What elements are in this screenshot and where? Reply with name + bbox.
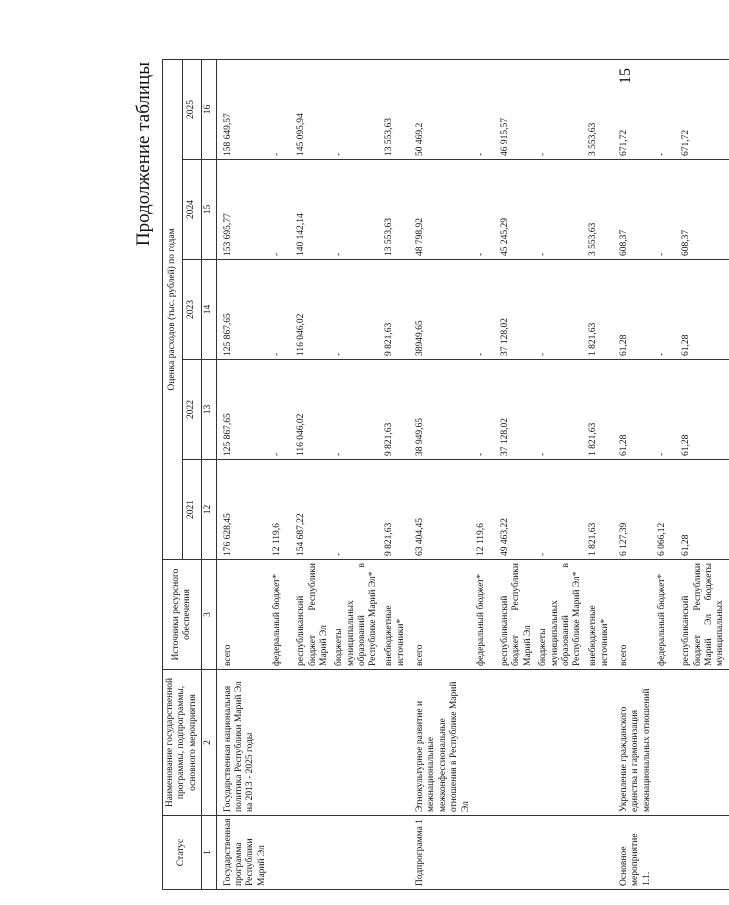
rotated-page-content [132,50,726,890]
value-cell: 1 821,63 [586,260,613,360]
value-cell: 116 046,02 [294,360,332,460]
value-cell: 153 695,77 [216,160,270,260]
status-cell: Основное мероприятие 1.1. [613,816,655,890]
value-cell: 37 128,02 [498,360,536,460]
value-cell: - [536,260,586,360]
value-cell: - [332,360,382,460]
value-cell: 154 687,22 [294,460,332,560]
value-cell: 12 119,6 [474,460,498,560]
value-cell: 608,37 [679,160,729,260]
program-name-cell: Государственная национальная политика Республики Марий Эл на 2013 - 2025 годы [216,670,270,816]
value-cell: 9 821,63 [382,360,409,460]
table-row [679,59,729,889]
status-cell [586,816,613,890]
value-cell: 12 119,6 [270,460,294,560]
funding-source-cell: всего [613,560,655,670]
value-cell: 3 553,63 [586,160,613,260]
value-cell: 38 949,65 [409,360,474,460]
header-estimate: Оценка расходов (тыс. рублей) по годам [163,59,183,559]
program-name-cell [270,670,294,816]
table-row [270,59,294,889]
status-cell [679,816,729,890]
value-cell: - [655,360,679,460]
value-cell: 140 142,14 [294,160,332,260]
status-cell [655,816,679,890]
program-name-cell [382,670,409,816]
program-name-cell [536,670,586,816]
value-cell: 61,28 [613,360,655,460]
status-cell [382,816,409,890]
value-cell: 1 821,63 [586,460,613,560]
header-name: Наименование государственной программы, подпрограммы, основного мероприятия [163,670,202,816]
funding-source-cell: республиканский бюджет Республики Марий Эл [498,560,536,670]
value-cell: 63 404,45 [409,460,474,560]
header-year: 2024 [182,160,202,260]
column-number: 1 [202,816,216,890]
header-year: 2022 [182,360,202,460]
value-cell: 176 628,45 [216,460,270,560]
value-cell: - [536,59,586,159]
value-cell: 145 095,94 [294,59,332,159]
program-name-cell: Этнокультурное развитие и межнациональные межконфессиональные отношения в Республике Марий Эл [409,670,474,816]
funding-source-cell: всего [409,560,474,670]
value-cell: 125 867,65 [216,260,270,360]
value-cell: 46 915,57 [498,59,536,159]
value-cell: 38949,65 [409,260,474,360]
value-cell: - [270,160,294,260]
value-cell: 6 127,39 [613,460,655,560]
value-cell: - [474,360,498,460]
header-year: 2025 [182,59,202,159]
value-cell: - [655,59,679,159]
value-cell: 45 245,29 [498,160,536,260]
value-cell: 6 066,12 [655,460,679,560]
value-cell: - [270,360,294,460]
value-cell: 125 867,65 [216,360,270,460]
table-row [586,59,613,889]
value-cell: - [536,360,586,460]
header-status: Статус [163,816,202,890]
table-row [382,59,409,889]
value-cell: 61,28 [613,260,655,360]
value-cell: 671,72 [613,59,655,159]
header-year: 2023 [182,260,202,360]
table-row [332,59,382,889]
value-cell: 158 649,57 [216,59,270,159]
funding-source-cell: республиканский бюджет Республики Марий Эл [294,560,332,670]
program-name-cell [586,670,613,816]
column-number: 2 [202,670,216,816]
status-cell [536,816,586,890]
value-cell: 3 553,63 [586,59,613,159]
value-cell: - [655,160,679,260]
value-cell: - [474,59,498,159]
table-row [498,59,536,889]
value-cell: - [474,260,498,360]
status-cell [474,816,498,890]
value-cell: - [536,160,586,260]
status-cell: Государственная программа Республики Марий Эл [216,816,270,890]
program-name-cell: Укрепление гражданского единства и гармонизация межнациональных отношений [613,670,655,816]
value-cell: - [332,260,382,360]
column-number: 3 [202,560,216,670]
program-name-cell [474,670,498,816]
funding-source-cell: бюджеты муниципальных образований в Республике Марий Эл* [536,560,586,670]
value-cell: - [270,260,294,360]
value-cell: 1 821,63 [586,360,613,460]
status-cell [332,816,382,890]
funding-source-cell: федеральный бюджет* [655,560,679,670]
value-cell: 608,37 [613,160,655,260]
table-row [536,59,586,889]
value-cell: 49 463,22 [498,460,536,560]
status-cell [294,816,332,890]
table-row [216,59,270,889]
value-cell: - [536,460,586,560]
value-cell: 671,72 [679,59,729,159]
value-cell: - [270,59,294,159]
funding-source-cell: республиканский бюджет Республики Марий Эл бюджеты муниципальных [679,560,729,670]
value-cell: 9 821,63 [382,460,409,560]
budget-table [162,59,729,890]
table-row [474,59,498,889]
value-cell: 50 469,2 [409,59,474,159]
column-number: 14 [202,260,216,360]
table-row [409,59,474,889]
value-cell: 13 553,63 [382,59,409,159]
value-cell: 13 553,63 [382,160,409,260]
status-cell [270,816,294,890]
funding-source-cell: федеральный бюджет* [270,560,294,670]
value-cell: - [332,59,382,159]
value-cell: 48 798,92 [409,160,474,260]
table-row [613,59,655,889]
value-cell: - [474,160,498,260]
status-cell [498,816,536,890]
column-number: 15 [202,160,216,260]
program-name-cell [332,670,382,816]
funding-source-cell: бюджеты муниципальных образований в Республике Марий Эл* [332,560,382,670]
table-row [294,59,332,889]
value-cell: - [332,460,382,560]
column-number: 16 [202,59,216,159]
value-cell: - [332,160,382,260]
page-number: 15 [617,68,634,84]
header-year: 2021 [182,460,202,560]
column-number: 13 [202,360,216,460]
value-cell: 61,28 [679,260,729,360]
program-name-cell [679,670,729,816]
value-cell: 116 046,02 [294,260,332,360]
column-number: 12 [202,460,216,560]
value-cell: 61,28 [679,460,729,560]
program-name-cell [655,670,679,816]
program-name-cell [498,670,536,816]
header-source: Источники ресурсного обеспечения [163,560,202,670]
continuation-title: Продолжение таблицы [133,62,154,247]
value-cell: 61,28 [679,360,729,460]
table-row [655,59,679,889]
value-cell: 9 821,63 [382,260,409,360]
funding-source-cell: внебюджетные источники* [382,560,409,670]
value-cell: - [655,260,679,360]
funding-source-cell: внебюджетные источники* [586,560,613,670]
funding-source-cell: всего [216,560,270,670]
program-name-cell [294,670,332,816]
funding-source-cell: федеральный бюджет* [474,560,498,670]
status-cell: Подпрограмма 1 [409,816,474,890]
value-cell: 37 128,02 [498,260,536,360]
